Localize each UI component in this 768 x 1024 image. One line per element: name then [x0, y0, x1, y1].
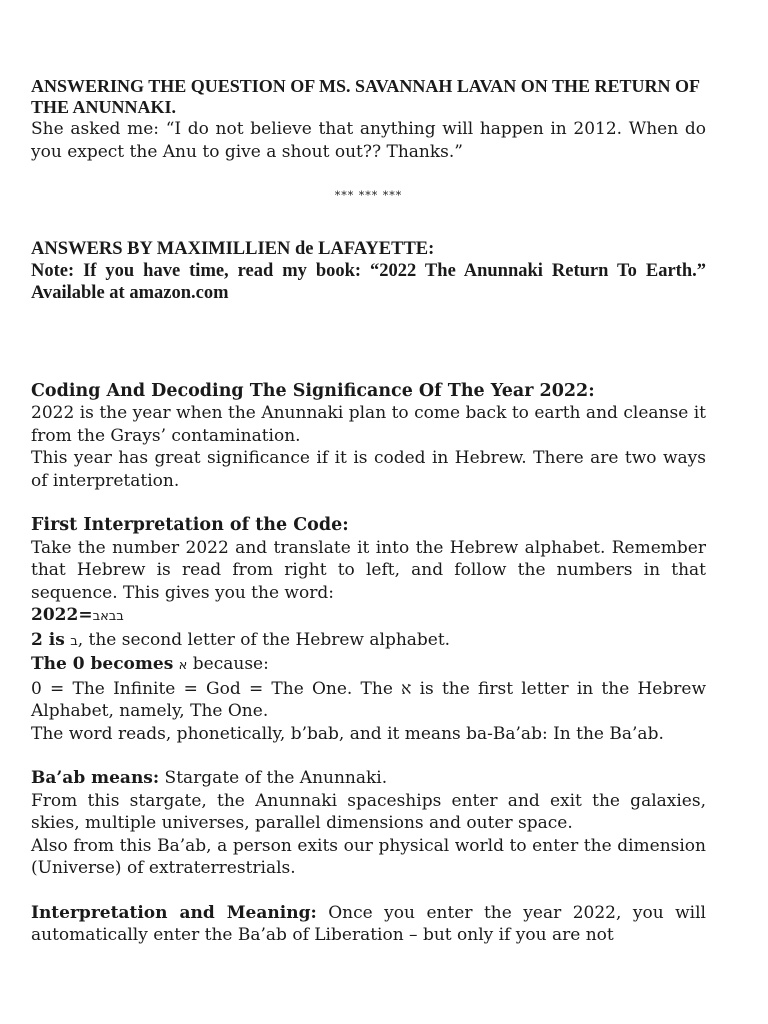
two-is-text: , the second letter of the Hebrew alphabet. — [77, 629, 451, 650]
zero-definition: 0 = The Infinite = God = The One. The א is the first letter in the Hebrew Alphabet, namely, The One. — [31, 678, 706, 721]
question-title: ANSWERING THE QUESTION OF MS. SAVANNAH LAVAN ON THE RETURN OF THE ANUNNAKI. — [31, 76, 700, 117]
spacer — [31, 880, 706, 902]
aleph-letter: א — [178, 658, 188, 673]
code-line — [31, 604, 706, 629]
spacer — [31, 492, 706, 514]
coding-heading: Coding And Decoding The Significance Of The Year 2022: — [31, 380, 595, 401]
code-number: 2022= — [31, 605, 93, 625]
baab-paragraph-2: Also from this Ba’ab, a person exits our physical world to enter the dimension (Universe) of extraterrestrials. — [31, 835, 706, 878]
code-hebrew: בבאב — [92, 609, 124, 624]
zero-becomes-line — [31, 653, 706, 678]
document-body — [31, 76, 706, 947]
answers-title: ANSWERS BY MAXIMILLIEN de LAFAYETTE: — [31, 238, 435, 259]
coding-paragraph-2: This year has great significance if it is coded in Hebrew. There are two ways of interpretation. — [31, 448, 706, 491]
first-interpretation-paragraph: Take the number 2022 and translate it into the Hebrew alphabet. Remember that Hebrew is read from right to left, and follow the numbers in that sequence. This gives you the word: — [31, 537, 706, 603]
spacer — [31, 304, 706, 380]
question-text: She asked me: “I do not believe that anything will happen in 2012. When do you expect the Anu to give a shout out?? Thanks.” — [31, 119, 706, 162]
baab-paragraph-1: From this stargate, the Anunnaki spaceships enter and exit the galaxies, skies, multiple universes, parallel dimensions and outer space. — [31, 790, 706, 833]
baab-label: Ba’ab means: — [31, 768, 160, 788]
baab-text: Stargate of the Anunnaki. — [159, 768, 388, 788]
two-is-label: 2 is — [31, 629, 65, 650]
zero-becomes-text: because: — [187, 654, 269, 674]
two-is-line — [31, 629, 706, 654]
spacer — [31, 745, 706, 767]
interpretation-label: Interpretation and Meaning: — [31, 902, 317, 923]
interpretation-text: Once you enter the year 2022, you will automatically enter the Ba’ab of Liberation – but only if you are not — [31, 902, 706, 945]
baab-line — [31, 767, 706, 790]
zero-becomes-label: The 0 becomes — [31, 654, 174, 674]
coding-paragraph-1: 2022 is the year when the Anunnaki plan to come back to earth and cleanse it from the Grays’ contamination. — [31, 403, 706, 446]
interpretation-paragraph — [31, 902, 706, 947]
first-interpretation-heading: First Interpretation of the Code: — [31, 515, 349, 535]
word-reading: The word reads, phonetically, b’bab, and it means ba-Ba’ab: In the Ba’ab. — [31, 723, 664, 744]
book-note: Note: If you have time, read my book: “2022 The Anunnaki Return To Earth.” Available at amazon.com — [31, 260, 706, 303]
bet-letter: ב — [70, 633, 78, 649]
separator-stars: *** *** *** — [334, 189, 403, 202]
